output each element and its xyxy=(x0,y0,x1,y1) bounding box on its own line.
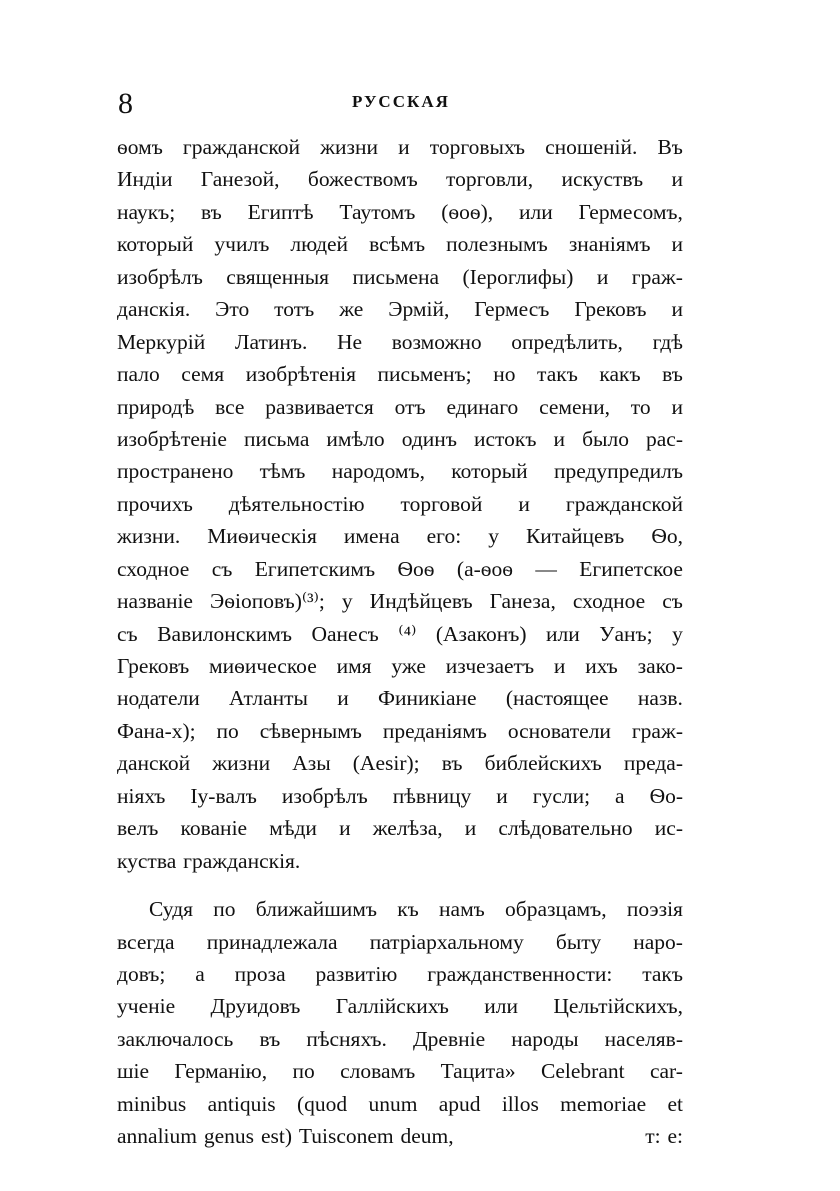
text-line xyxy=(117,715,683,747)
text-line xyxy=(117,650,683,682)
text-line xyxy=(117,293,683,325)
word: Tuisconem xyxy=(298,1124,394,1149)
word: названіе xyxy=(117,589,193,614)
word: Гермесомъ, xyxy=(578,199,683,224)
word: торговыхъ xyxy=(429,135,525,159)
word: Фана-х); xyxy=(117,718,196,743)
word: Оанесъ xyxy=(311,621,379,646)
word: у xyxy=(672,621,683,646)
word: Вавилонскимъ xyxy=(157,621,292,646)
word: преданіямъ xyxy=(382,718,487,743)
text-line xyxy=(117,131,683,163)
word: сходное xyxy=(117,556,190,581)
word: unum xyxy=(368,1091,418,1116)
word: же xyxy=(339,297,364,322)
word: рас- xyxy=(646,426,683,451)
word: Атланты xyxy=(229,686,308,711)
paragraph-1 xyxy=(117,131,683,877)
word: основатели xyxy=(507,718,611,743)
word: Эрмій, xyxy=(388,297,450,322)
word: Меркурій xyxy=(117,329,206,354)
word: deum, xyxy=(400,1124,454,1149)
word: быту xyxy=(555,929,602,954)
word: т: xyxy=(645,1124,661,1149)
word: гусли; xyxy=(532,783,591,808)
word: Эѳіоповъ)⁽³⁾; xyxy=(210,589,325,614)
word: e: xyxy=(667,1124,683,1149)
word: или xyxy=(518,199,553,224)
word: въ xyxy=(441,751,463,776)
word: народомъ, xyxy=(331,459,426,484)
text-line xyxy=(117,926,683,958)
word: Гермесъ xyxy=(474,297,550,322)
word: (Іероглифы) xyxy=(462,264,574,289)
word: нодатели xyxy=(117,686,200,711)
word: мѣди xyxy=(269,816,317,841)
word: genus xyxy=(203,1124,255,1149)
word: est) xyxy=(260,1124,292,1149)
word: сѣвернымъ xyxy=(259,718,362,743)
word: въ xyxy=(259,1026,281,1051)
word: по xyxy=(292,1059,315,1084)
word: (quod xyxy=(296,1091,348,1116)
word: единаго xyxy=(446,394,519,419)
word: ихъ xyxy=(585,654,618,678)
word: Ѳо, xyxy=(651,524,683,549)
text-line xyxy=(117,228,683,260)
word: въ xyxy=(201,199,222,224)
word: торговли, xyxy=(446,167,534,192)
word: minibus xyxy=(117,1091,187,1116)
word: annalium xyxy=(117,1124,198,1149)
word: населяв- xyxy=(604,1026,683,1051)
text-line xyxy=(117,391,683,423)
text-line xyxy=(117,780,683,812)
word: (настоящее xyxy=(505,686,609,711)
text-line xyxy=(117,423,683,455)
word: данскія. xyxy=(117,297,191,322)
word: желѣза, xyxy=(372,816,443,841)
word: по xyxy=(213,897,236,922)
word: развитію xyxy=(315,961,398,986)
word: и xyxy=(496,783,508,808)
word: предупредилъ xyxy=(553,459,683,484)
word: или xyxy=(546,621,580,646)
word: полезнымъ xyxy=(446,232,548,257)
word: и xyxy=(553,426,566,451)
word: отъ xyxy=(394,394,426,419)
word: въ xyxy=(662,362,683,387)
word: изчезаетъ xyxy=(445,654,535,678)
word: Таутомъ xyxy=(339,199,416,224)
word: образцамъ, xyxy=(505,897,607,922)
word: ис- xyxy=(654,816,683,841)
word: такъ xyxy=(642,961,683,986)
word: принадлежала xyxy=(206,929,338,954)
word: имена xyxy=(343,524,400,549)
word: тѣмъ xyxy=(259,459,306,484)
word: Китайцевъ xyxy=(525,524,625,549)
word: apud xyxy=(438,1091,481,1116)
word: у xyxy=(488,524,499,549)
word: (Азаконъ) xyxy=(435,621,527,646)
word: прочихъ xyxy=(117,491,193,516)
word: имѣло xyxy=(326,426,385,451)
word: illos xyxy=(501,1091,539,1116)
word: и xyxy=(464,816,477,841)
word: Финикіане xyxy=(378,686,477,711)
word: искуствъ xyxy=(561,167,644,192)
word: семя xyxy=(181,362,225,387)
word: народы xyxy=(511,1026,579,1051)
word: кованіе xyxy=(180,816,248,841)
text-line xyxy=(117,261,683,293)
word: Ганеза, xyxy=(489,589,556,614)
word: съ xyxy=(662,589,683,614)
text-line xyxy=(117,455,683,487)
word: развивается xyxy=(265,394,374,419)
word: назв. xyxy=(637,686,683,711)
word: Индіи xyxy=(117,167,173,192)
word: шіе xyxy=(117,1059,150,1084)
word: гражданскія. xyxy=(183,848,301,873)
word: Латинъ. xyxy=(234,329,308,354)
word: (ѳоѳ), xyxy=(441,199,494,224)
word: какъ xyxy=(599,362,641,387)
word: Египетскимъ xyxy=(254,556,376,581)
word: ніяхъ xyxy=(117,783,166,808)
word: миѳическое xyxy=(209,654,317,678)
word: гражданственности: xyxy=(427,961,613,986)
text-line xyxy=(117,1023,683,1055)
word: пѣвницу xyxy=(392,783,472,808)
word: священныя xyxy=(226,264,330,289)
word: слѣдовательно xyxy=(498,816,633,841)
text-line xyxy=(117,488,683,520)
word: словамъ xyxy=(340,1059,416,1084)
word: письмена xyxy=(352,264,440,289)
word: тотъ xyxy=(274,297,315,322)
word: то xyxy=(630,394,651,419)
word: возможно xyxy=(391,329,482,354)
paragraph-gap xyxy=(117,877,683,893)
word: данской xyxy=(117,751,191,776)
word: гражданской xyxy=(182,135,301,159)
word: было xyxy=(582,426,629,451)
word: Индѣйцевъ xyxy=(369,589,473,614)
word: граж- xyxy=(631,718,683,743)
word: Ганезой, xyxy=(200,167,280,192)
text-line xyxy=(117,163,683,195)
word: у xyxy=(341,589,353,614)
word: велъ xyxy=(117,816,159,841)
word: жизни. xyxy=(117,524,181,549)
text-line xyxy=(117,196,683,228)
text-line xyxy=(117,812,683,844)
word: и xyxy=(671,297,683,322)
word: Уанъ; xyxy=(599,621,653,646)
word: Древніе xyxy=(412,1026,486,1051)
word: и xyxy=(671,232,683,257)
word: Тацита» xyxy=(440,1059,516,1084)
word: заключалось xyxy=(117,1026,234,1051)
word: Іу-валъ xyxy=(190,783,257,808)
word: по xyxy=(216,718,239,743)
word: дѣятельностію xyxy=(228,491,365,516)
word: имя xyxy=(336,654,372,678)
word: граж- xyxy=(631,264,683,289)
word: и xyxy=(339,816,351,841)
word: природѣ xyxy=(117,394,195,419)
word: antiquis xyxy=(207,1091,276,1116)
word: его: xyxy=(426,524,462,549)
word: который xyxy=(117,232,194,257)
word: и xyxy=(518,491,530,516)
word: патріархальному xyxy=(369,929,524,954)
word: Германію, xyxy=(174,1059,268,1084)
word: знаніямъ xyxy=(568,232,651,257)
word: письменъ; xyxy=(377,362,472,387)
text-line xyxy=(117,893,683,925)
word: car- xyxy=(649,1059,683,1084)
word: и xyxy=(337,686,349,711)
word: намъ xyxy=(439,897,485,922)
word: куства xyxy=(117,848,177,873)
text-line xyxy=(117,1088,683,1120)
word: пѣсняхъ. xyxy=(306,1026,387,1051)
running-title: РУССКАЯ xyxy=(352,92,450,111)
word: одинъ xyxy=(401,426,457,451)
word: Друидовъ xyxy=(210,994,301,1019)
word: съ xyxy=(117,621,138,646)
text-line xyxy=(117,747,683,779)
word: ⁽⁴⁾ xyxy=(398,621,417,646)
word: Ѳо- xyxy=(649,783,683,808)
word: опредѣлить, xyxy=(511,329,623,354)
word: пало xyxy=(117,362,160,387)
word: (а-ѳоѳ xyxy=(456,556,514,581)
word: семени, xyxy=(539,394,610,419)
word: сношеній. xyxy=(545,135,638,159)
word: Ѳоѳ xyxy=(397,556,435,581)
word: пространено xyxy=(117,459,234,484)
text-line xyxy=(117,326,683,358)
paragraph-2 xyxy=(117,893,683,1153)
word: гражданской xyxy=(565,491,683,516)
word: письма xyxy=(244,426,310,451)
text-line xyxy=(117,553,683,585)
word: всегда xyxy=(117,929,175,954)
word: Египтѣ xyxy=(247,199,314,224)
word: memoriae xyxy=(560,1091,647,1116)
word: жизни xyxy=(320,135,378,159)
word: уже xyxy=(391,654,426,678)
word: и xyxy=(671,394,683,419)
word: Судя xyxy=(149,897,194,922)
text-line xyxy=(117,1055,683,1087)
text-line xyxy=(117,1120,683,1152)
word: ближайшимъ xyxy=(255,897,378,922)
word: Грековъ xyxy=(117,654,190,678)
word: наукъ; xyxy=(117,199,176,224)
text-line xyxy=(117,845,683,877)
word: Грековъ xyxy=(574,297,647,322)
word: Это xyxy=(215,297,250,322)
word: людей xyxy=(290,232,349,257)
text-line xyxy=(117,682,683,714)
text-line xyxy=(117,358,683,390)
word: а xyxy=(195,961,205,986)
text-line xyxy=(117,990,683,1022)
text-line xyxy=(117,585,683,617)
word: наро- xyxy=(633,929,683,954)
word: всѣмъ xyxy=(369,232,426,257)
word: et xyxy=(667,1091,683,1116)
word: изобрѣтеніе xyxy=(117,426,227,451)
word: зако- xyxy=(637,654,683,678)
word: Галлійскихъ xyxy=(335,994,449,1019)
word: и xyxy=(553,654,566,678)
word: но xyxy=(493,362,516,387)
word: съ xyxy=(211,556,233,581)
word: и xyxy=(398,135,410,159)
word: — xyxy=(535,556,557,581)
word: и xyxy=(596,264,609,289)
word: изобрѣлъ xyxy=(281,783,368,808)
word: гдѣ xyxy=(652,329,683,354)
word: все xyxy=(215,394,245,419)
word: торговой xyxy=(400,491,483,516)
body-text xyxy=(117,131,683,1153)
word: сходное xyxy=(572,589,646,614)
word: Celebrant xyxy=(541,1059,625,1084)
word: и xyxy=(671,167,683,192)
word: ѳомъ xyxy=(117,135,163,159)
word: Миѳическія xyxy=(207,524,317,549)
word: училъ xyxy=(214,232,270,257)
page-number: 8 xyxy=(118,87,133,120)
word: преда- xyxy=(623,751,683,776)
word: или xyxy=(484,994,518,1019)
text-line xyxy=(117,958,683,990)
word: Египетское xyxy=(579,556,683,581)
word: Въ xyxy=(657,135,683,159)
word: который xyxy=(451,459,528,484)
word: Не xyxy=(337,329,363,354)
word: проза xyxy=(234,961,286,986)
word: къ xyxy=(397,897,419,922)
word: Азы xyxy=(292,751,331,776)
text-line xyxy=(117,520,683,552)
word: Цельтійскихъ, xyxy=(553,994,683,1019)
word: (Aesir); xyxy=(352,751,420,776)
word: жизни xyxy=(212,751,271,776)
word: довъ; xyxy=(117,961,166,986)
word: библейскихъ xyxy=(484,751,602,776)
word: а xyxy=(615,783,625,808)
word: поэзія xyxy=(626,897,683,922)
word: изобрѣлъ xyxy=(117,264,203,289)
word: божествомъ xyxy=(307,167,418,192)
word: истокъ xyxy=(473,426,537,451)
word: изобрѣтенія xyxy=(245,362,356,387)
word: такъ xyxy=(537,362,578,387)
text-line xyxy=(117,618,683,650)
word: ученіе xyxy=(117,994,176,1019)
